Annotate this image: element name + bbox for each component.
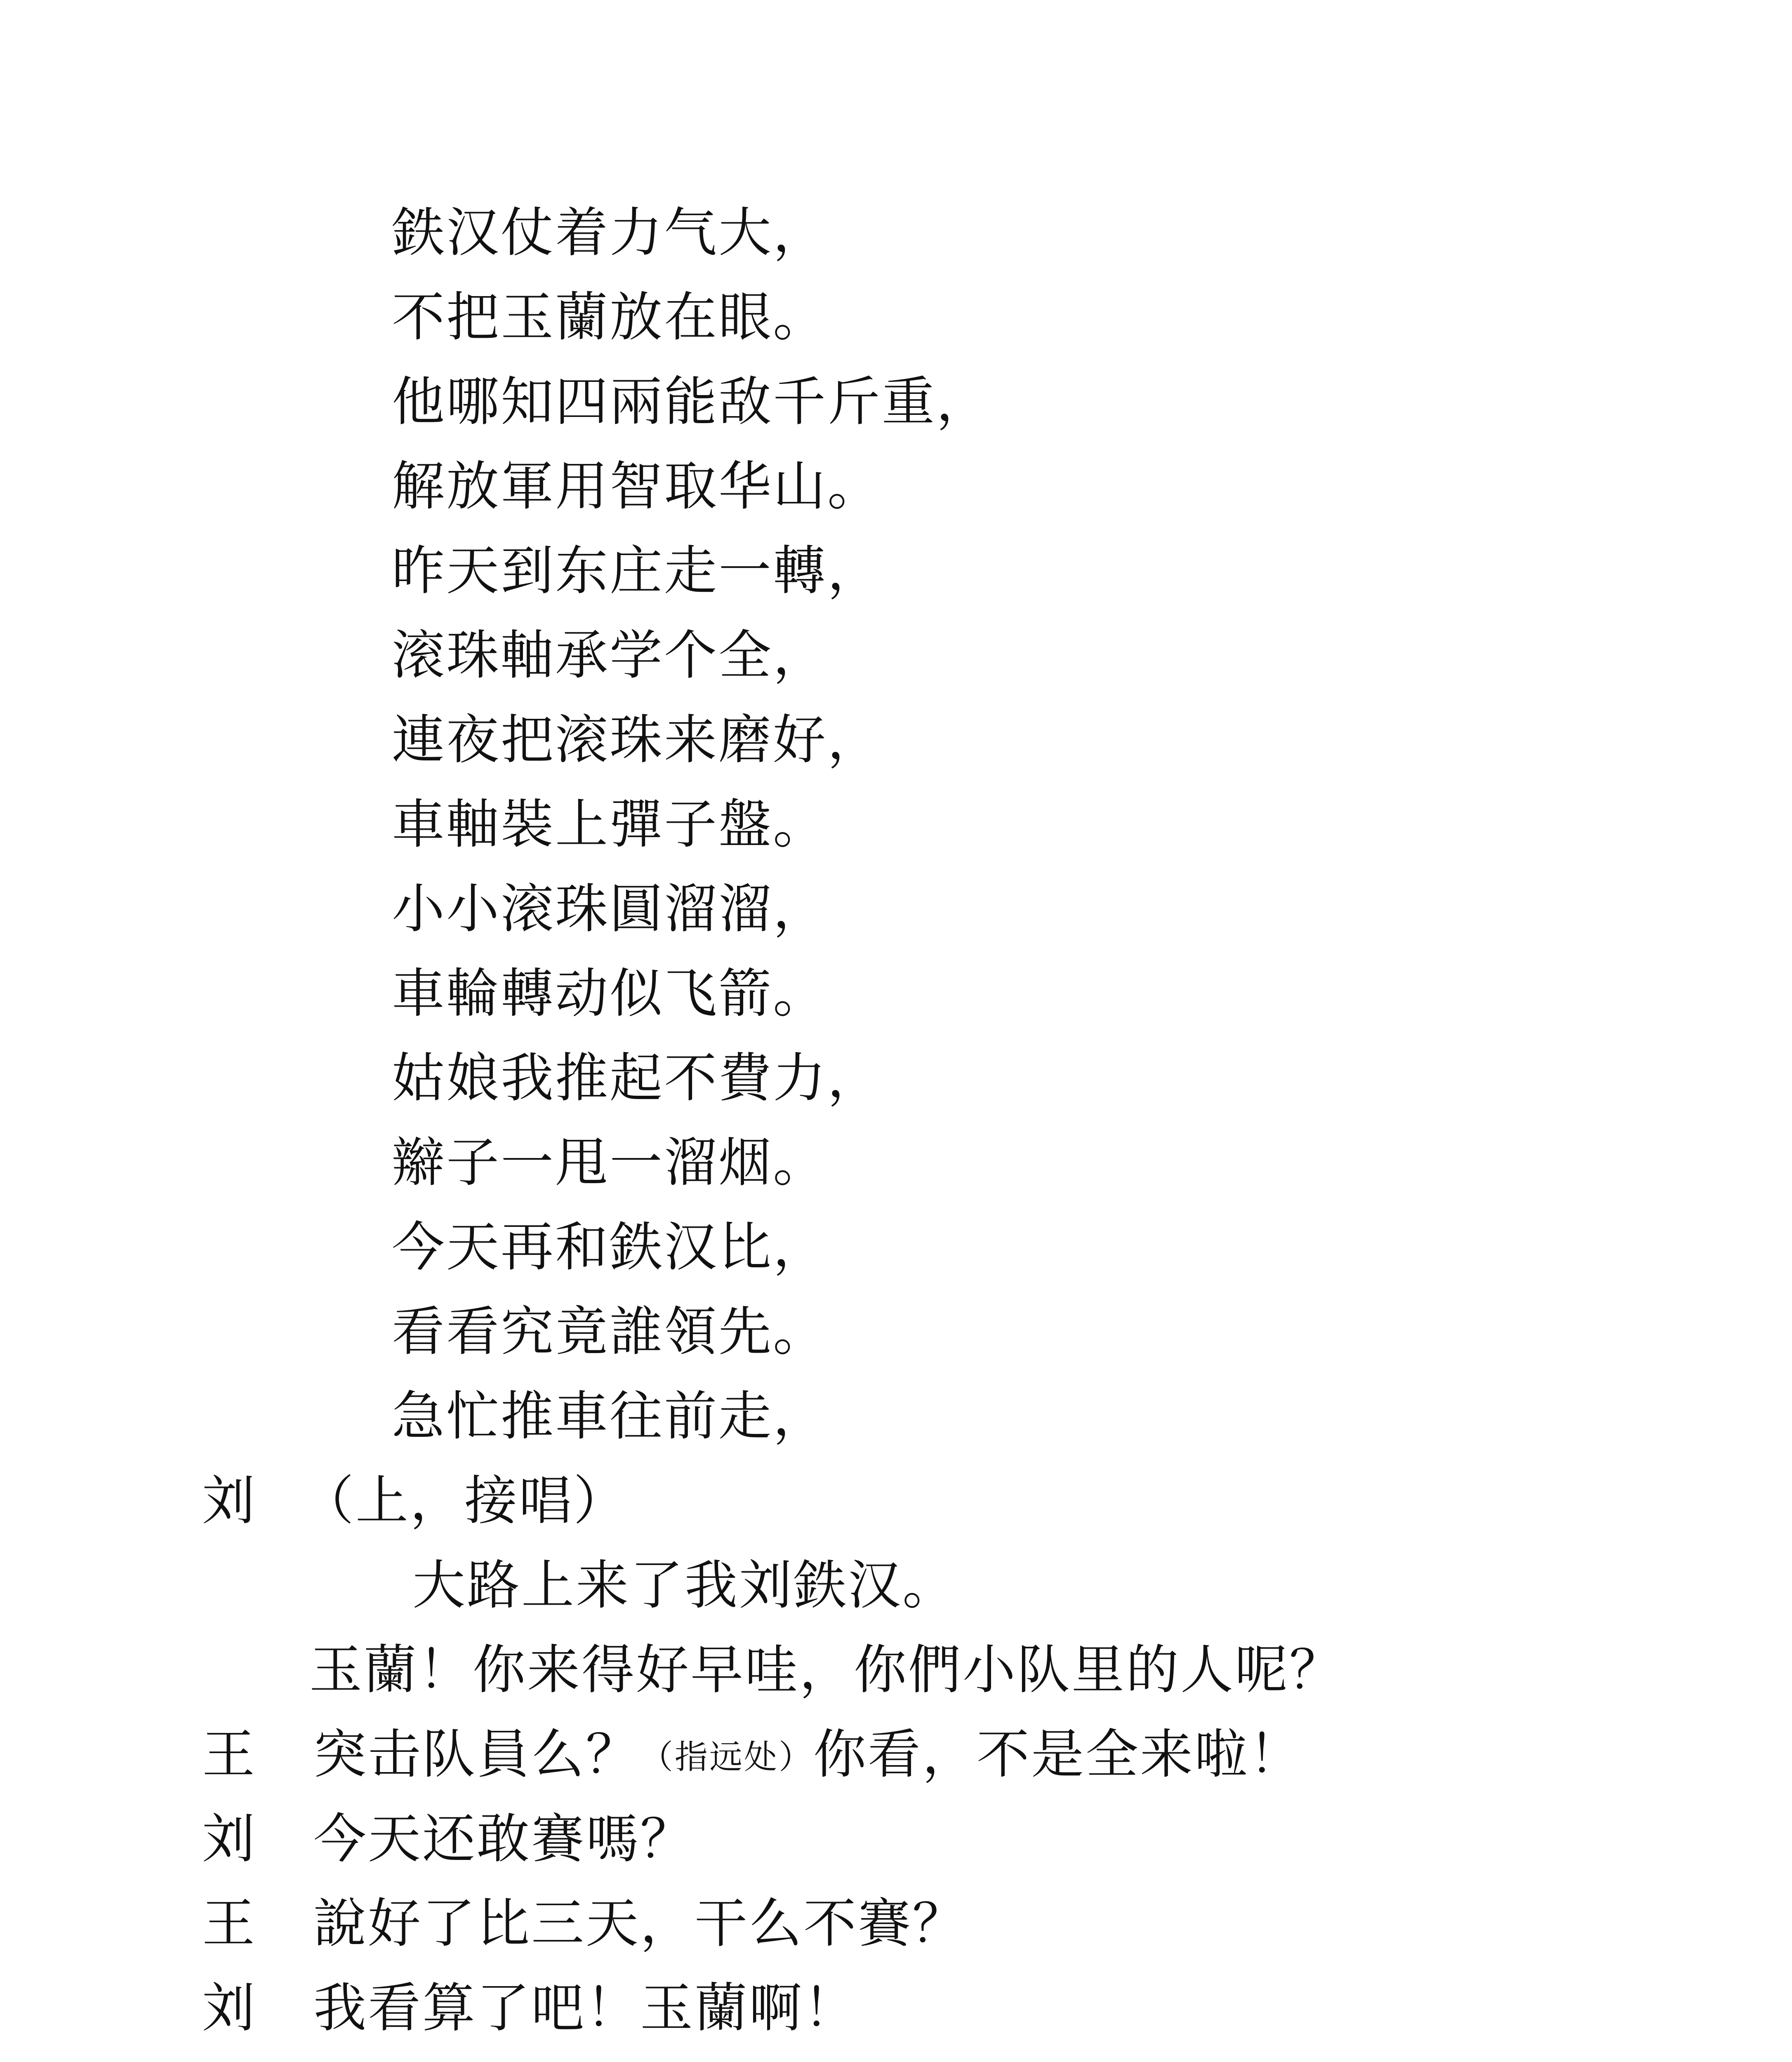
dialogue-line: 我看算了吧！玉蘭啊！	[313, 1977, 858, 2039]
verse-line: 昨天到东庄走一轉，	[392, 540, 882, 602]
verse-line: 不把玉蘭放在眼。	[392, 287, 828, 348]
speaker-label: 刘	[202, 1977, 255, 2039]
speaker-label: 王	[202, 1724, 255, 1785]
verse-line: 大路上来了我刘鉄汉。	[412, 1555, 957, 1616]
verse-line: 姑娘我推起不費力，	[392, 1047, 882, 1109]
verse-line: 看看究竟誰領先。	[392, 1301, 828, 1363]
dialogue-line: 今天还敢賽嗎？	[313, 1808, 695, 1870]
verse-line: 車輪轉动似飞箭。	[392, 963, 828, 1024]
speaker-label: 王	[202, 1893, 255, 1954]
speaker-label: 刘	[202, 1808, 255, 1870]
verse-line: 滚珠軸承学个全，	[392, 625, 828, 686]
verse-line: 辮子一甩一溜烟。	[392, 1132, 828, 1193]
verse-line: 小小滚珠圓溜溜，	[392, 878, 828, 940]
verse-line: 鉄汉仗着力气大，	[392, 202, 828, 264]
verse-line: 急忙推車往前走，	[392, 1386, 828, 1447]
dialogue-text: 你看，不是全来啦！	[813, 1724, 1304, 1785]
spoken-line: 玉蘭！你来得好早哇，你們小队里的人呢？	[309, 1639, 1344, 1701]
verse-line: 今天再和鉄汉比，	[392, 1217, 828, 1278]
verse-line: 車軸裝上彈子盤。	[392, 794, 828, 855]
stage-direction: （上，接唱）	[301, 1470, 628, 1532]
stage-note: （指远处）	[640, 1738, 814, 1776]
dialogue-text: 突击队員么？	[313, 1724, 641, 1785]
verse-line: 他哪知四兩能敌千斤重，	[392, 371, 991, 433]
verse-line: 解放軍用智取华山。	[392, 456, 882, 517]
verse-line: 連夜把滚珠来磨好，	[392, 709, 882, 771]
dialogue-line: 說好了比三天，干么不賽？	[313, 1893, 967, 1954]
dialogue-line	[313, 1724, 1303, 1788]
speaker-label: 刘	[202, 1470, 255, 1532]
